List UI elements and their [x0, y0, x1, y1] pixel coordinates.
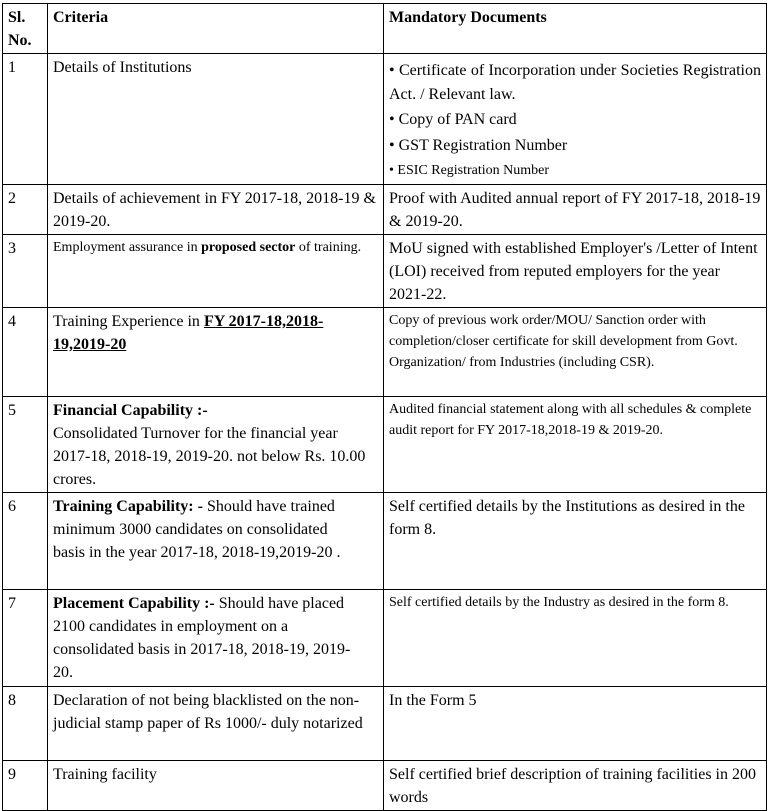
criteria-cell: Details of achievement in FY 2017-18, 2018-19 & 2019-20.	[48, 185, 384, 235]
criteria-cell: Details of Institutions	[48, 54, 384, 185]
table-header-row	[3, 4, 767, 54]
header-criteria: Criteria	[48, 4, 384, 54]
eligibility-criteria-table	[2, 3, 767, 811]
table-row	[3, 235, 767, 308]
criteria-cell	[48, 397, 384, 493]
table-row	[3, 397, 767, 493]
documents-cell: Audited financial statement along with all schedules & complete audit report for FY 2017-18,2018-19 & 2019-20.	[384, 397, 767, 493]
criteria-cell: Training facility	[48, 761, 384, 811]
table-row	[3, 185, 767, 235]
documents-cell: In the Form 5	[384, 687, 767, 761]
table-row	[3, 54, 767, 185]
row-number: 2	[3, 185, 48, 235]
criteria-text: Should have trained minimum 3000 candidates on consolidated basis in the year 2017-18, 2018-19,2019-20 .	[53, 498, 341, 561]
criteria-cell: Declaration of not being blacklisted on the non-judicial stamp paper of Rs 1000/- duly notarized	[48, 687, 384, 761]
list-item: • ESIC Registration Number	[389, 159, 761, 183]
row-number: 4	[3, 308, 48, 397]
criteria-heading: Training Capability: -	[53, 498, 207, 515]
table-row	[3, 687, 767, 761]
criteria-emphasis: proposed sector	[201, 240, 296, 255]
criteria-text: of training.	[295, 240, 362, 255]
criteria-heading: Placement Capability :-	[53, 595, 219, 612]
documents-cell: Self certified brief description of training facilities in 200 words	[384, 761, 767, 811]
criteria-text: Consolidated Turnover for the financial year 2017-18, 2018-19, 2019-20. not below Rs. 10.00 crores.	[53, 425, 366, 488]
criteria-text: Employment assurance in	[53, 240, 202, 255]
row-number: 8	[3, 687, 48, 761]
documents-cell: MoU signed with established Employer's /Letter of Intent (LOI) received from reputed employers for the year 2021-22.	[384, 235, 767, 308]
documents-cell: Copy of previous work order/MOU/ Sanction order with completion/closer certificate for skill development from Govt. Organization/ from Industries (including CSR).	[384, 308, 767, 397]
criteria-text: Should have placed 2100 candidates in employment on a consolidated basis in 2017-18, 2018-19, 2019-20.	[53, 595, 351, 681]
documents-cell: Proof with Audited annual report of FY 2017-18, 2018-19 & 2019-20.	[384, 185, 767, 235]
table-row	[3, 761, 767, 811]
criteria-heading: Financial Capability :-	[53, 402, 208, 419]
list-item: • Copy of PAN card	[389, 107, 761, 133]
table-row	[3, 493, 767, 590]
documents-cell: Self certified details by the Industry as desired in the form 8.	[384, 590, 767, 687]
criteria-cell	[48, 308, 384, 397]
documents-cell	[384, 54, 767, 185]
criteria-cell	[48, 493, 384, 590]
list-item: • GST Registration Number	[389, 133, 761, 159]
list-item: • Certificate of Incorporation under Societies Registration Act. / Relevant law.	[389, 59, 761, 107]
row-number: 7	[3, 590, 48, 687]
table-row	[3, 590, 767, 687]
documents-list	[389, 59, 761, 183]
criteria-emphasis: FY 2017-18,2018-19,2019-20	[53, 313, 324, 353]
criteria-cell	[48, 235, 384, 308]
row-number: 9	[3, 761, 48, 811]
row-number: 5	[3, 397, 48, 493]
row-number: 1	[3, 54, 48, 185]
row-number: 6	[3, 493, 48, 590]
row-number: 3	[3, 235, 48, 308]
criteria-cell	[48, 590, 384, 687]
documents-cell: Self certified details by the Institutions as desired in the form 8.	[384, 493, 767, 590]
criteria-text: Training Experience in	[53, 313, 204, 330]
header-sl-no: Sl. No.	[3, 4, 48, 54]
table-row	[3, 308, 767, 397]
header-mandatory-documents: Mandatory Documents	[384, 4, 767, 54]
